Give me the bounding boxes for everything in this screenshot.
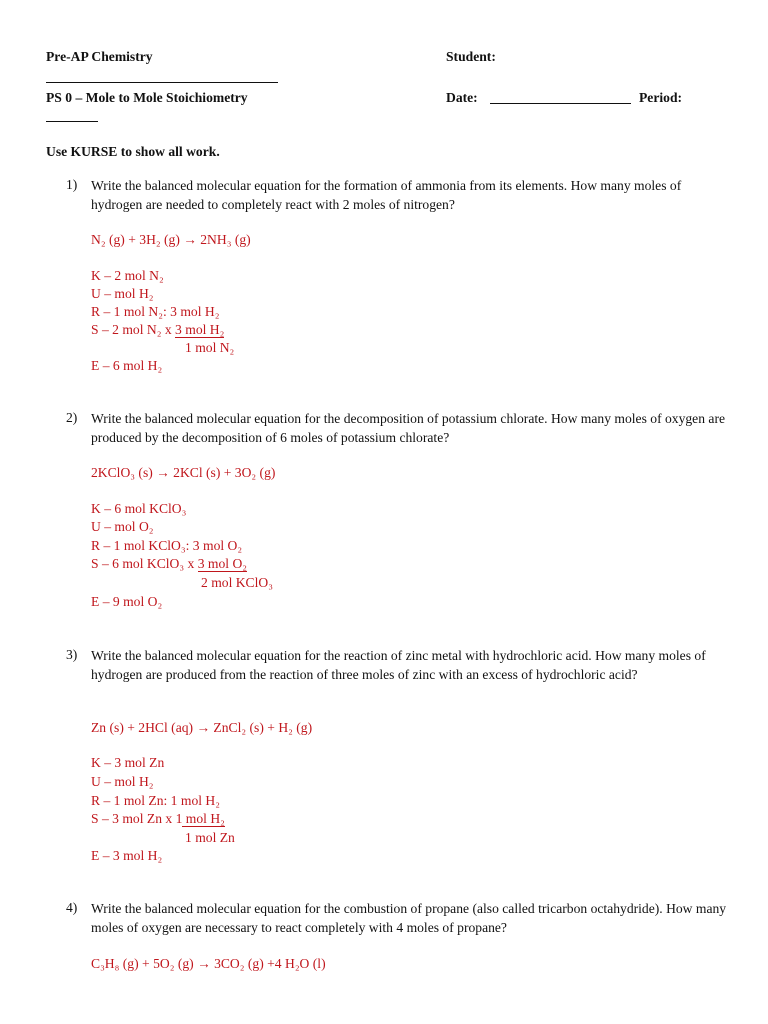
kurse-setup	[91, 321, 224, 340]
assignment-title: PS 0 – Mole to Mole Stoichiometry	[46, 90, 248, 105]
setup-prefix: S – 6 mol KClO₃ x	[91, 556, 198, 571]
kurse-known: K – 2 mol N₂	[91, 268, 164, 283]
setup-prefix: S – 3 mol Zn x 1	[91, 811, 183, 826]
period-label: Period:	[639, 90, 683, 105]
period-line[interactable]	[46, 121, 98, 122]
instructions: Use KURSE to show all work.	[46, 144, 220, 159]
setup-denominator: 2 mol KClO₃	[201, 575, 273, 590]
answer-equation: 2KClO₃ (s) → 2KCl (s) + 3O₂ (g)	[91, 465, 276, 480]
kurse-setup	[91, 810, 225, 829]
question-text: Write the balanced molecular equation for the combustion of propane (also called tricarbon octahydride). How many moles of oxygen are necessary to react completely with 4 moles of propane?	[91, 901, 727, 935]
kurse-known: K – 6 mol KClO₃	[91, 501, 187, 516]
date-label: Date:	[446, 90, 478, 105]
setup-denominator: 1 mol N₂	[185, 340, 235, 355]
kurse-setup	[91, 555, 247, 574]
question-number: 1)	[66, 177, 78, 192]
setup-denominator: 1 mol Zn	[185, 830, 235, 845]
question-number: 2)	[66, 410, 78, 425]
course-title: Pre-AP Chemistry	[46, 49, 153, 64]
kurse-evaluate: E – 6 mol H₂	[91, 358, 163, 373]
question-text: Write the balanced molecular equation for the formation of ammonia from its elements. How many moles of hydrogen are needed to completely react with 2 moles of nitrogen?	[91, 178, 682, 212]
student-name-line[interactable]	[46, 82, 278, 83]
question-number: 4)	[66, 900, 78, 915]
kurse-known: K – 3 mol Zn	[91, 755, 165, 770]
date-line[interactable]	[490, 103, 631, 104]
setup-numerator: 3 mol H₂	[175, 322, 225, 337]
answer-equation: C₃H₈ (g) + 5O₂ (g) → 3CO₂ (g) +4 H₂O (l)	[91, 956, 326, 971]
question-text: Write the balanced molecular equation for the decomposition of potassium chlorate. How many moles of oxygen are produced by the decomposition of 6 moles of potassium chlorate?	[91, 411, 726, 445]
question-number: 3)	[66, 647, 78, 662]
answer-equation: N₂ (g) + 3H₂ (g) → 2NH₃ (g)	[91, 232, 251, 247]
kurse-evaluate: E – 3 mol H₂	[91, 848, 163, 863]
kurse-ratio: R – 1 mol Zn: 1 mol H₂	[91, 793, 220, 808]
kurse-ratio: R – 1 mol KClO₃: 3 mol O₂	[91, 538, 243, 553]
question-text: Write the balanced molecular equation for the reaction of zinc metal with hydrochloric acid. How many moles of hydrogen are produced from the reaction of three moles of zinc with an excess of hydrochloric acid?	[91, 648, 706, 682]
answer-equation: Zn (s) + 2HCl (aq) → ZnCl₂ (s) + H₂ (g)	[91, 720, 313, 735]
kurse-evaluate: E – 9 mol O₂	[91, 594, 163, 609]
kurse-ratio: R – 1 mol N₂: 3 mol H₂	[91, 304, 220, 319]
kurse-unknown: U – mol H₂	[91, 774, 154, 789]
setup-numerator: 3 mol O₂	[197, 556, 248, 571]
student-label: Student:	[446, 49, 496, 64]
setup-numerator: mol H₂	[182, 811, 225, 826]
setup-prefix: S – 2 mol N₂ x	[91, 322, 176, 337]
kurse-unknown: U – mol H₂	[91, 286, 154, 301]
kurse-unknown: U – mol O₂	[91, 519, 154, 534]
